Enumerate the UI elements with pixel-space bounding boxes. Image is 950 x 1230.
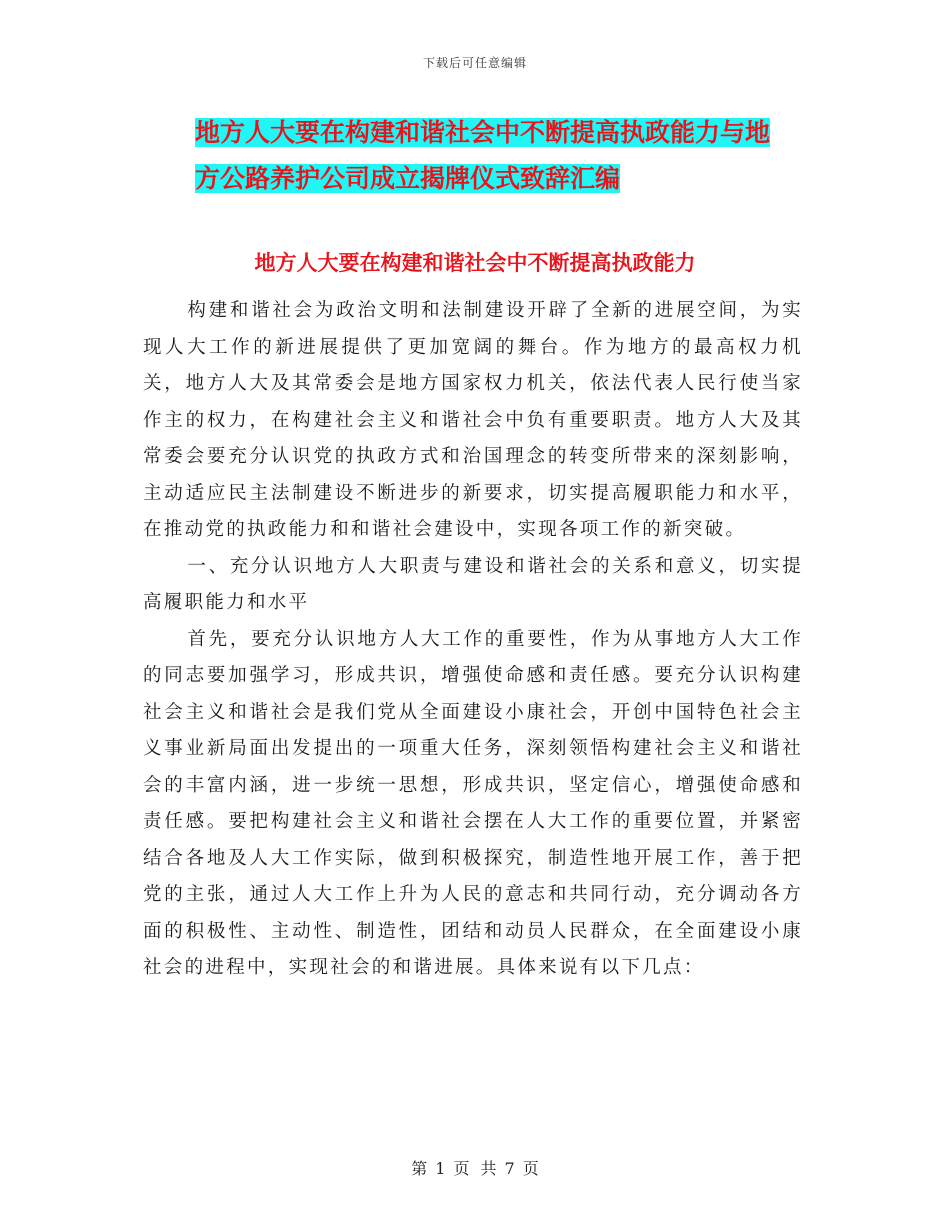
- footer-middle: 页 共: [453, 1159, 497, 1178]
- paragraph-first: 首先，要充分认识地方人大工作的重要性，作为从事地方人大工作的同志要加强学习，形成共识，增强使命感和责任感。要充分认识构建社会主义和谐社会是我们党从全面建设小康社会，开创中国特色社会主义事业新局面出发提出的一项重大任务，深刻领悟构建社会主义和谐社会的丰富内涵，进一步统一思想，形成共识，坚定信心，增强使命感和责任感。要把构建社会主义和谐社会摆在人大工作的重要位置，并紧密结合各地及人大工作实际，做到积极探究，制造性地开展工作，善于把党的主张，通过人大工作上升为人民的意志和共同行动，充分调动各方面的积极性、主动性、制造性，团结和动员人民群众，在全面建设小康社会的进程中，实现社会的和谐进展。具体来说有以下几点：: [143, 628, 803, 978]
- current-page-number: 1: [435, 1159, 446, 1178]
- document-title: [195, 110, 835, 202]
- paragraph-heading-1: 一、充分认识地方人大职责与建设和谐社会的关系和意义，切实提高履职能力和水平: [143, 555, 803, 613]
- title-line-1: 地方人大要在构建和谐社会中不断提高执政能力与地: [195, 118, 771, 147]
- footer-prefix: 第: [411, 1159, 428, 1178]
- header-note: 下载后可任意编辑: [422, 56, 527, 70]
- page-footer: [0, 1156, 950, 1179]
- total-page-count: 7: [504, 1159, 515, 1178]
- body-text: [143, 293, 803, 987]
- title-line-2: 方公路养护公司成立揭牌仪式致辞汇编: [195, 164, 621, 193]
- section-subtitle: 地方人大要在构建和谐社会中不断提高执政能力: [254, 251, 696, 275]
- footer-suffix: 页: [522, 1159, 539, 1178]
- paragraph-intro: 构建和谐社会为政治文明和法制建设开辟了全新的进展空间，为实现人大工作的新进展提供了更加宽阔的舞台。作为地方的最高权力机关，地方人大及其常委会是地方国家权力机关，依法代表人民行使当家作主的权力，在构建社会主义和谐社会中负有重要职责。地方人大及其常委会要充分认识党的执政方式和治国理念的转变所带来的深刻影响，主动适应民主法制建设不断进步的新要求，切实提高履职能力和水平，在推动党的执政能力和和谐社会建设中，实现各项工作的新突破。: [143, 300, 803, 540]
